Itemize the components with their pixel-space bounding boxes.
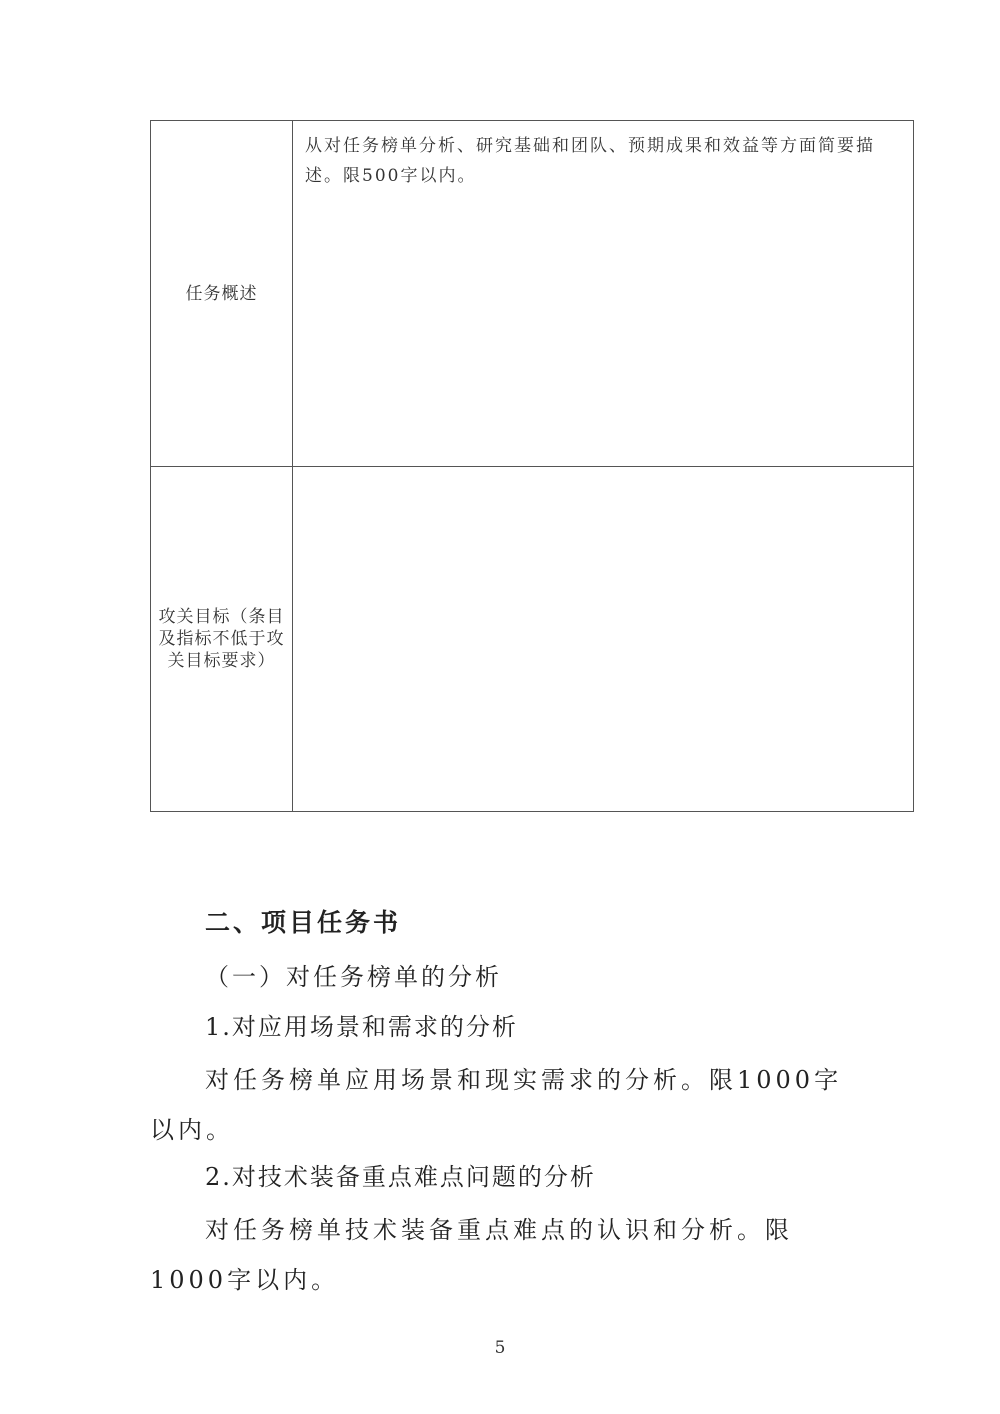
objectives-label-text: 攻关目标（条目及指标不低于攻关目标要求） (158, 607, 285, 671)
table-row-task-overview (151, 121, 913, 467)
task-overview-label-text: 任务概述 (185, 283, 258, 304)
item-heading-key-difficulties: 2.对技术装备重点难点问题的分析 (205, 1163, 596, 1191)
item-heading-scenario-demand: 1.对应用场景和需求的分析 (205, 1013, 518, 1041)
table-row-objectives (151, 467, 913, 811)
objectives-label (151, 467, 293, 811)
page-number: 5 (494, 1338, 506, 1358)
item-body-key-difficulties: 对任务榜单技术装备重点难点的认识和分析。限1000字以内。 (150, 1216, 793, 1294)
task-overview-content[interactable]: 从对任务榜单分析、研究基础和团队、预期成果和效益等方面简要描述。限500字以内。 (305, 136, 875, 186)
form-table (150, 120, 914, 812)
section-heading-project-task-book: 二、项目任务书 (205, 908, 402, 937)
objectives-content[interactable] (293, 467, 913, 811)
subsection-heading-task-list-analysis: （一）对任务榜单的分析 (205, 963, 502, 991)
task-overview-label (151, 121, 293, 466)
item-body-scenario-demand: 对任务榜单应用场景和现实需求的分析。限1000字以内。 (150, 1066, 843, 1144)
